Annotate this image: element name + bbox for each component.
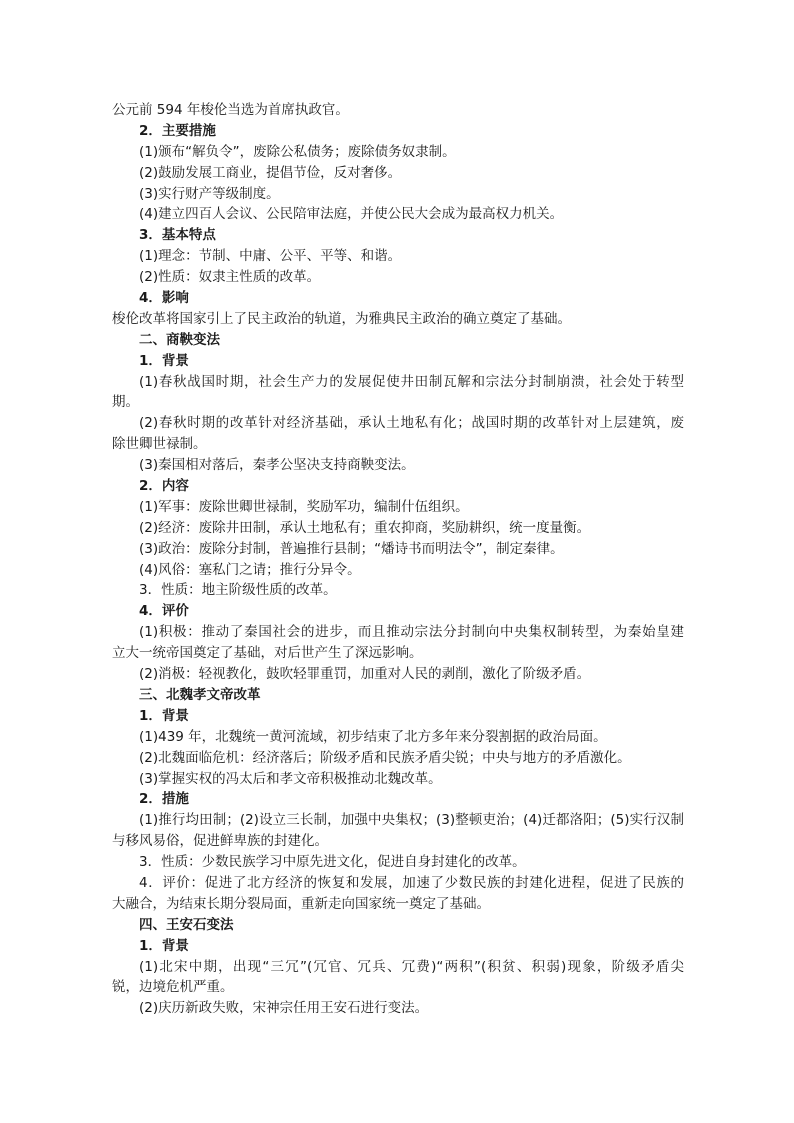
text-line: (3)政治：废除分封制，普遍推行县制；“燔诗书而明法令”，制定秦律。 [139,540,564,557]
text-line: (2)鼓励发展工商业，提倡节俭，反对奢侈。 [139,164,402,181]
section-heading: 2．主要措施 [139,122,216,139]
text-line: (1)春秋战国时期，社会生产力的发展促使井田制瓦解和宗法分封制崩溃，社会处于转型 [139,373,684,390]
section-heading: 4．影响 [139,290,189,307]
section-heading: 1．背景 [139,707,189,724]
text-line: 公元前 594 年梭伦当选为首席执政官。 [112,102,349,118]
text-line: (4)风俗：塞私门之请；推行分异令。 [139,561,361,578]
text-line: (1)积极：推动了秦国社会的进步，而且推动宗法分封制向中央集权制转型，为秦始皇建 [139,624,684,641]
text-line: 立大一统帝国奠定了基础，对后世产生了深远影响。 [112,645,423,662]
text-line: 3．性质：地主阶级性质的改革。 [139,582,337,599]
section-heading: 4．评价 [139,603,189,620]
section-heading: 3．基本特点 [139,227,216,244]
text-line: 锐，边境危机严重。 [112,979,234,996]
text-line: 4．评价：促进了北方经济的恢复和发展，加速了少数民族的封建化进程，促进了民族的 [139,874,684,891]
text-line: (1)理念：节制、中庸、公平、平等、和谐。 [139,248,402,265]
text-line: (2)经济：废除井田制，承认土地私有；重农抑商，奖励耕织，统一度量衡。 [139,519,591,536]
text-line: (2)北魏面临危机：经济落后；阶级矛盾和民族矛盾尖锐；中央与地方的矛盾激化。 [139,749,631,766]
text-line: (4)建立四百人会议、公民陪审法庭，并使公民大会成为最高权力机关。 [139,206,564,223]
text-line: (1)颁布“解负令”，废除公私债务；废除债务奴隶制。 [139,143,456,160]
text-line: (2)庆历新政失败，宋神宗任用王安石进行变法。 [139,1000,429,1017]
text-line: 除世卿世禄制。 [112,436,207,453]
text-line: (1)北宋中期，出现“三冗”(冗官、冗兵、冗费)“两积”(积贫、积弱)现象，阶级矛盾尖 [139,958,684,975]
text-line: 大融合，为结束长期分裂局面，重新走向国家统一奠定了基础。 [112,895,490,912]
text-line: 梭伦改革将国家引上了民主政治的轨道，为雅典民主政治的确立奠定了基础。 [112,310,571,327]
text-line: (2)春秋时期的改革针对经济基础，承认土地私有化；战国时期的改革针对上层建筑，废 [139,415,684,432]
text-line: (3)秦国相对落后，秦孝公坚决支持商鞅变法。 [139,457,415,474]
text-line: (3)实行财产等级制度。 [139,185,280,202]
text-line: (2)消极：轻视教化，鼓吹轻罪重罚，加重对人民的剥削，激化了阶级矛盾。 [139,666,591,683]
text-line: (1)推行均田制；(2)设立三长制，加强中央集权；(3)整顿吏治；(4)迁都洛阳；(5)实行汉制 [139,812,684,829]
text-line: 与移风易俗，促进鲜卑族的封建化。 [112,833,328,850]
section-heading: 二、商鞅变法 [139,331,220,348]
text-line: 期。 [112,394,139,411]
text-line: (3)掌握实权的冯太后和孝文帝积极推动北魏改革。 [139,770,442,787]
text-line: (1)439 年，北魏统一黄河流域，初步结束了北方多年来分裂割据的政治局面。 [139,728,607,745]
section-heading: 1．背景 [139,352,189,369]
text-line: (2)性质：奴隶主性质的改革。 [139,269,321,286]
text-line: 3．性质：少数民族学习中原先进文化，促进自身封建化的改革。 [139,854,526,871]
text-line: (1)军事：废除世卿世禄制，奖励军功，编制什伍组织。 [139,498,469,515]
section-heading: 2．措施 [139,791,189,808]
section-heading: 2．内容 [139,478,189,495]
section-heading: 1．背景 [139,937,189,954]
document-body [112,100,684,1019]
section-heading: 四、王安石变法 [139,916,234,933]
section-heading: 三、北魏孝文帝改革 [139,686,261,703]
